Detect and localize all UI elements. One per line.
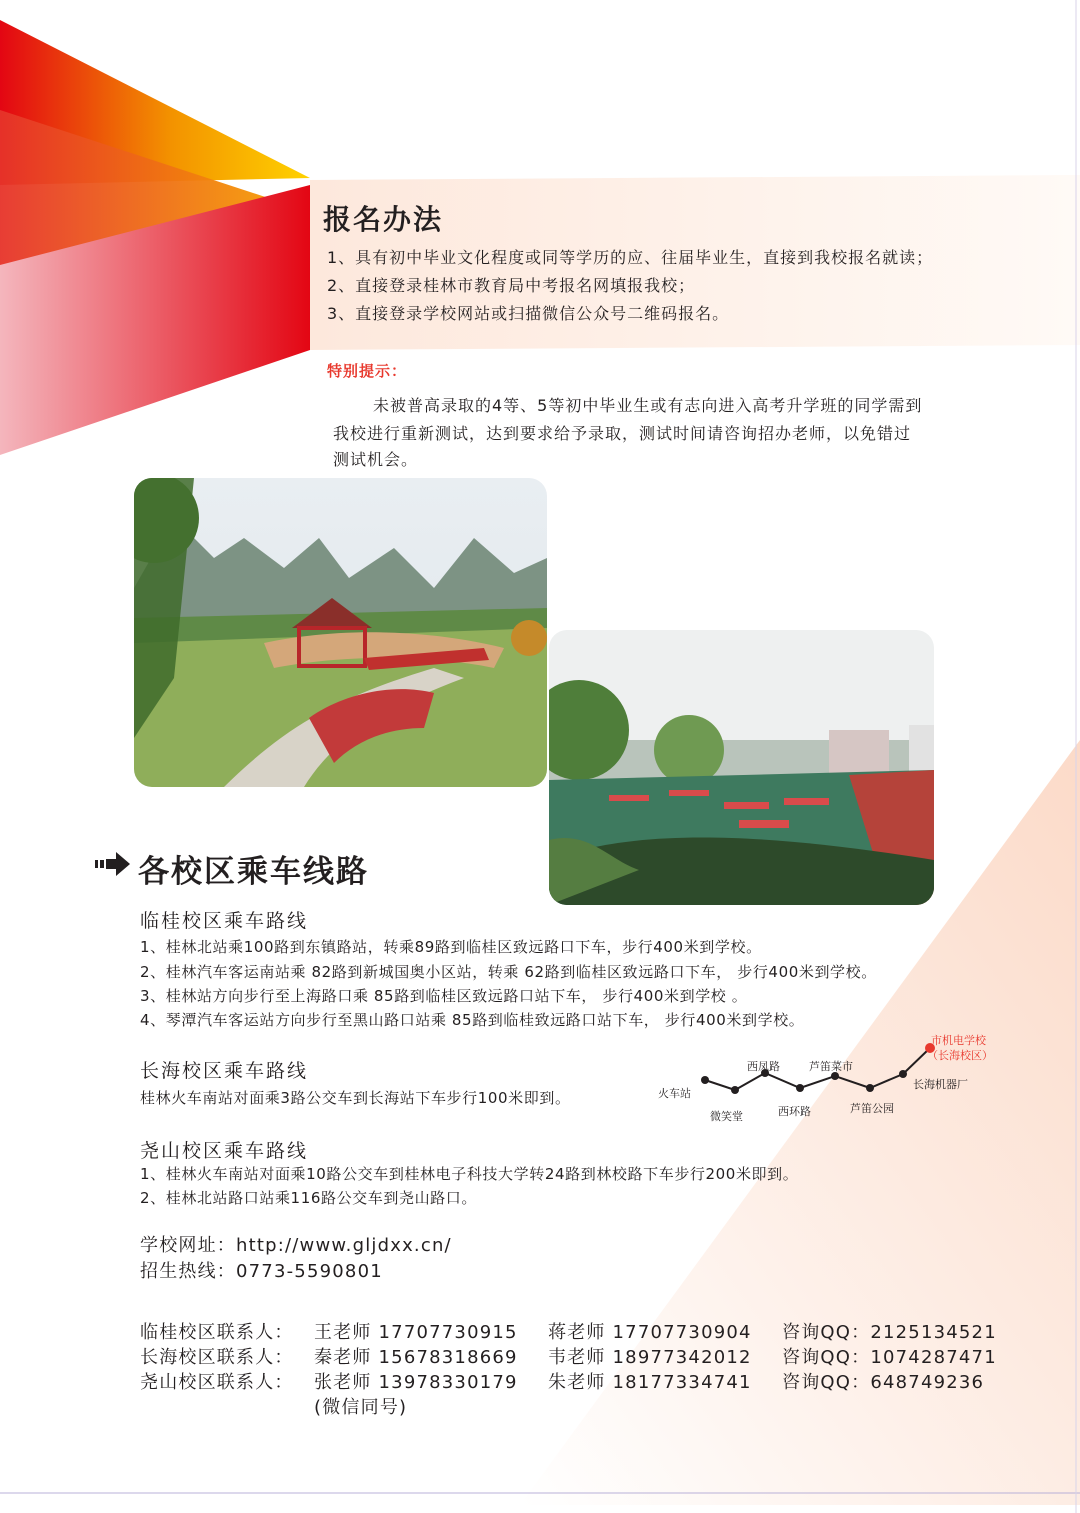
stop-dot [701,1076,709,1084]
stop-label: 芦笛公园 [850,1102,894,1115]
contact-qq: 咨询QQ：1074287471 [782,1347,997,1368]
stop-dot [796,1084,804,1092]
campus-courts-photo [549,630,934,905]
lingui-route-line-4: 4、琴潭汽车客运站方向步行至黑山路口站乘 85路到临桂致远路口站下车， 步行400米到学校。 [140,1011,805,1029]
signup-item-1: 1、具有初中毕业文化程度或同等学历的应、往届毕业生，直接到我校报名就读； [327,248,934,267]
lingui-route-title: 临桂校区乘车路线 [140,910,309,932]
special-tip-line-3: 测试机会。 [333,450,419,469]
school-website: 学校网址：http://www.gljdxx.cn/ [140,1235,452,1256]
contact-campus: 尧山校区联系人： [140,1372,294,1393]
stop-label: 长海机器厂 [913,1078,968,1091]
stop-dot [731,1086,739,1094]
contact-person: 蒋老师 17707730904 [548,1322,752,1343]
changhai-route-title: 长海校区乘车路线 [140,1060,309,1082]
lingui-route-line-2: 2、桂林汽车客运南站乘 82路到新城国奥小区站，转乘 62路到临桂区致远路口下车， 步行400米到学校。 [140,963,877,981]
destination-sublabel: （长海校区） [927,1049,993,1062]
changhai-route-line-1: 桂林火车南站对面乘3路公交车到长海站下车步行100米即到。 [140,1089,571,1107]
destination-label: 市机电学校 [931,1034,986,1047]
routes-title: 各校区乘车线路 [138,854,369,890]
contact-person: 张老师 13978330179 [314,1372,518,1393]
lingui-route-line-1: 1、桂林北站乘100路到东镇路站，转乘89路到临桂区致远路口下车，步行400米到学校。 [140,938,762,956]
contact-person: 韦老师 18977342012 [548,1347,752,1368]
contact-person: 秦老师 15678318669 [314,1347,518,1368]
contact-qq: 咨询QQ：2125134521 [782,1322,997,1343]
yaoshan-route-title: 尧山校区乘车路线 [140,1140,309,1162]
yaoshan-route-line-1: 1、桂林火车南站对面乘10路公交车到桂林电子科技大学转24路到林校路下车步行200米即到。 [140,1165,799,1183]
arrow-right-icon [95,846,135,882]
special-tip-line-1: 未被普高录取的4等、5等初中毕业生或有志向进入高考升学班的同学需到 [373,396,923,415]
yaoshan-route-line-2: 2、桂林北站路口站乘116路公交车到尧山路口。 [140,1189,477,1207]
signup-title: 报名办法 [323,203,444,236]
wechat-note: (微信同号) [314,1397,408,1418]
campus-park-photo [134,478,547,787]
stop-label: 芦笛菜市 [809,1060,853,1073]
contact-qq: 咨询QQ：648749236 [782,1372,985,1393]
stop-dot [899,1070,907,1078]
bus-route-map [655,1030,1025,1130]
enrollment-hotline: 招生热线：0773-5590801 [140,1261,383,1282]
stop-label: 西凤路 [747,1060,780,1073]
special-tip-line-2: 我校进行重新测试，达到要求给予录取，测试时间请咨询招办老师，以免错过 [333,424,912,443]
special-tip-label: 特别提示： [327,362,408,380]
stop-label: 微笑堂 [710,1110,743,1123]
signup-item-2: 2、直接登录桂林市教育局中考报名网填报我校； [327,276,696,295]
stop-dot [866,1084,874,1092]
contact-campus: 长海校区联系人： [140,1347,294,1368]
lingui-route-line-3: 3、桂林站方向步行至上海路口乘 85路到临桂区致远路口站下车， 步行400米到学校 。 [140,987,748,1005]
stop-label: 火车站 [658,1087,691,1100]
stop-label: 西环路 [778,1105,811,1118]
signup-item-3: 3、直接登录学校网站或扫描微信公众号二维码报名。 [327,304,730,323]
contact-campus: 临桂校区联系人： [140,1322,294,1343]
contact-person: 朱老师 18177334741 [548,1372,752,1393]
contact-person: 王老师 17707730915 [314,1322,518,1343]
